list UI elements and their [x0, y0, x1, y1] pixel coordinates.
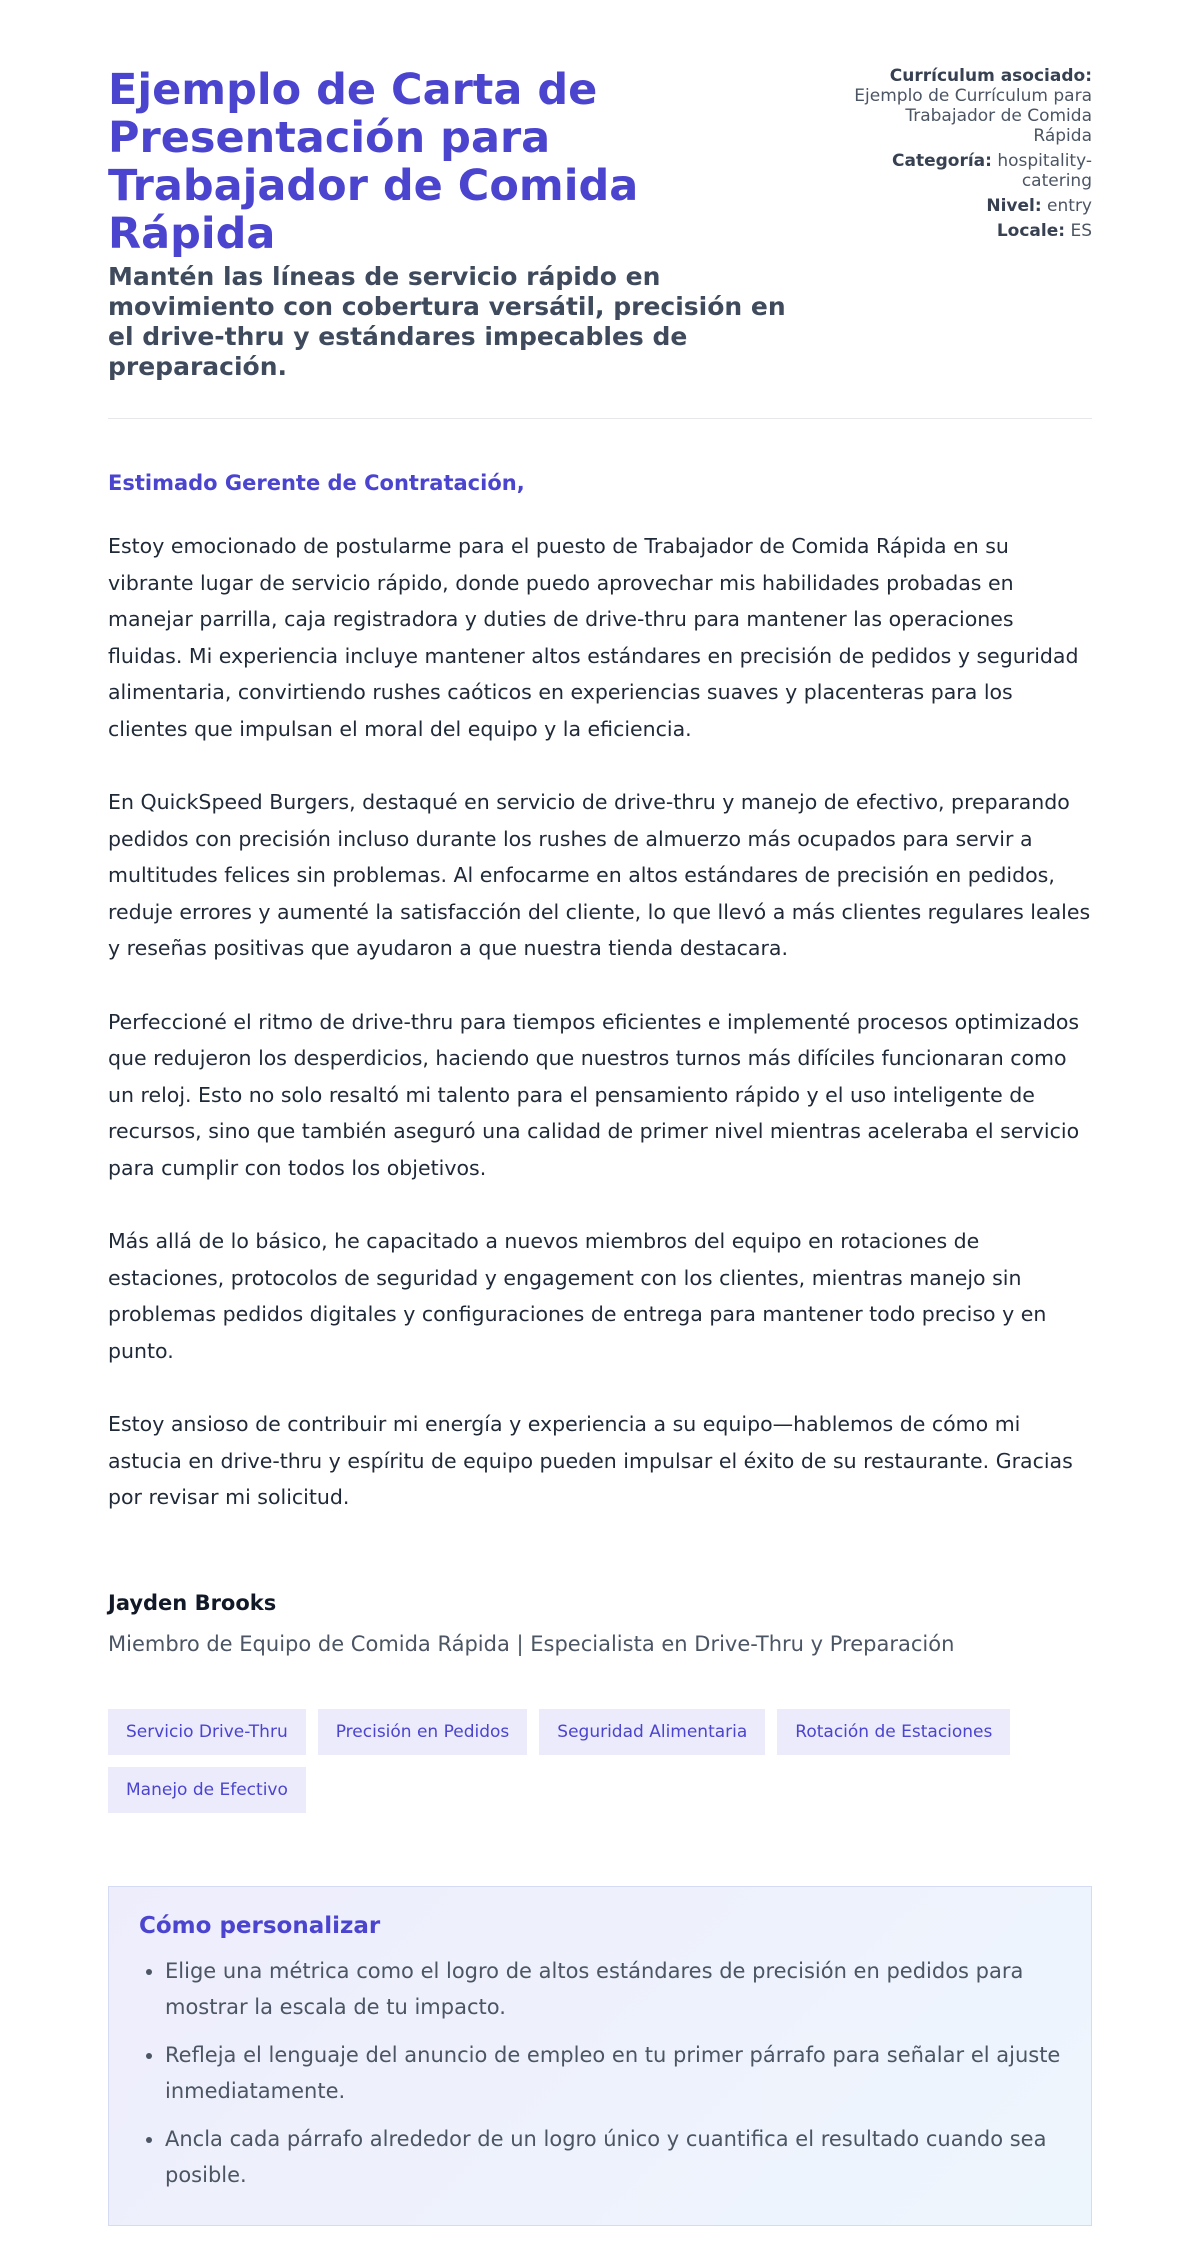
meta-category: [842, 151, 1092, 191]
signature-role: Miembro de Equipo de Comida Rápida | Especialista en Drive-Thru y Preparación: [108, 1631, 955, 1656]
page-subtitle: Mantén las líneas de servicio rápido en movimiento con cobertura versátil, precisión en el drive-thru y estándares impecables de preparación.: [108, 262, 786, 381]
meta-panel: [842, 66, 1092, 246]
letter-paragraph: Más allá de lo básico, he capacitado a nuevos miembros del equipo en rotaciones de estaciones, protocolos de seguridad y engagement con los clientes, mientras manejo sin problemas pedidos digitales y configuraciones de entrega para mantener todo preciso y en punto.: [108, 1229, 1047, 1363]
letter-paragraph: En QuickSpeed Burgers, destaqué en servicio de drive-thru y manejo de efectivo, preparando pedidos con precisión incluso durante los rushes de almuerzo más ocupados para servir a multitudes felices sin problemas. Al enfocarme en altos estándares de precisión en pedidos, reduje errores y aumenté la satisfacción del cliente, lo que llevó a más clientes regulares leales y reseñas positivas que ayudaron a que nuestra tienda destacara.: [108, 790, 1091, 960]
skill-tag: Seguridad Alimentaria: [539, 1709, 765, 1755]
meta-resume: [842, 66, 1092, 146]
meta-resume-value: Ejemplo de Currículum para Trabajador de Comida Rápida: [854, 86, 1092, 146]
customization-tips: [108, 1886, 1092, 2226]
meta-level-value: entry: [1047, 196, 1092, 216]
letter-paragraph: Estoy ansioso de contribuir mi energía y experiencia a su equipo—hablemos de cómo mi astucia en drive-thru y espíritu de equipo pueden impulsar el éxito de su restaurante. Gracias por revisar mi solicitud.: [108, 1412, 1073, 1509]
meta-locale: [842, 221, 1092, 241]
tips-item: • Ancla cada párrafo alrededor de un logro único y cuantifica el resultado cuando sea posible.: [165, 2121, 1061, 2193]
meta-level-label: Nivel:: [986, 196, 1042, 216]
page-title: Ejemplo de Carta de Presentación para Trabajador de Comida Rápida: [108, 65, 639, 259]
tips-title: Cómo personalizar: [139, 1912, 381, 1939]
header-divider: [108, 418, 1092, 419]
tips-list: [139, 1953, 1061, 2193]
header-titles: [108, 66, 808, 382]
skill-tag: Servicio Drive-Thru: [108, 1709, 306, 1755]
skill-tags: [108, 1709, 1068, 1813]
tips-item: • Elige una métrica como el logro de altos estándares de precisión en pedidos para mostrar la escala de tu impacto.: [165, 1953, 1061, 2025]
skill-tag: Rotación de Estaciones: [777, 1709, 1010, 1755]
meta-category-value: hospitality-catering: [997, 151, 1092, 191]
meta-locale-label: Locale:: [996, 221, 1066, 241]
letter-paragraph: Estoy emocionado de postularme para el puesto de Trabajador de Comida Rápida en su vibrante lugar de servicio rápido, donde puedo aprovechar mis habilidades probadas en manejar parrilla, caja registradora y duties de drive-thru para mantener las operaciones fluidas. Mi experiencia incluye mantener altos estándares en precisión de pedidos y seguridad alimentaria, convirtiendo rushes caóticos en experiencias suaves y placenteras para los clientes que impulsan el moral del equipo y la eficiencia.: [108, 534, 1079, 741]
meta-category-label: Categoría:: [892, 151, 992, 171]
meta-level: [842, 196, 1092, 216]
meta-locale-value: ES: [1070, 221, 1092, 241]
skill-tag: Manejo de Efectivo: [108, 1767, 306, 1813]
letter-paragraph: Perfeccioné el ritmo de drive-thru para tiempos eficientes e implementé procesos optimizados que redujeron los desperdicios, haciendo que nuestros turnos más difíciles funcionaran como un reloj. Esto no solo resaltó mi talento para el pensamiento rápido y el uso inteligente de recursos, sino que también aseguró una calidad de primer nivel mientras aceleraba el servicio para cumplir con todos los objetivos.: [108, 1009, 1080, 1180]
salutation: Estimado Gerente de Contratación,: [108, 471, 525, 495]
letter-body: [108, 528, 1092, 1516]
tips-item: • Refleja el lenguaje del anuncio de empleo en tu primer párrafo para señalar el ajuste inmediatamente.: [165, 2037, 1061, 2109]
signature-name: Jayden Brooks: [108, 1590, 277, 1615]
skill-tag: Precisión en Pedidos: [318, 1709, 528, 1755]
header: [108, 66, 1092, 382]
meta-resume-label: Currículum asociado:: [889, 66, 1092, 86]
